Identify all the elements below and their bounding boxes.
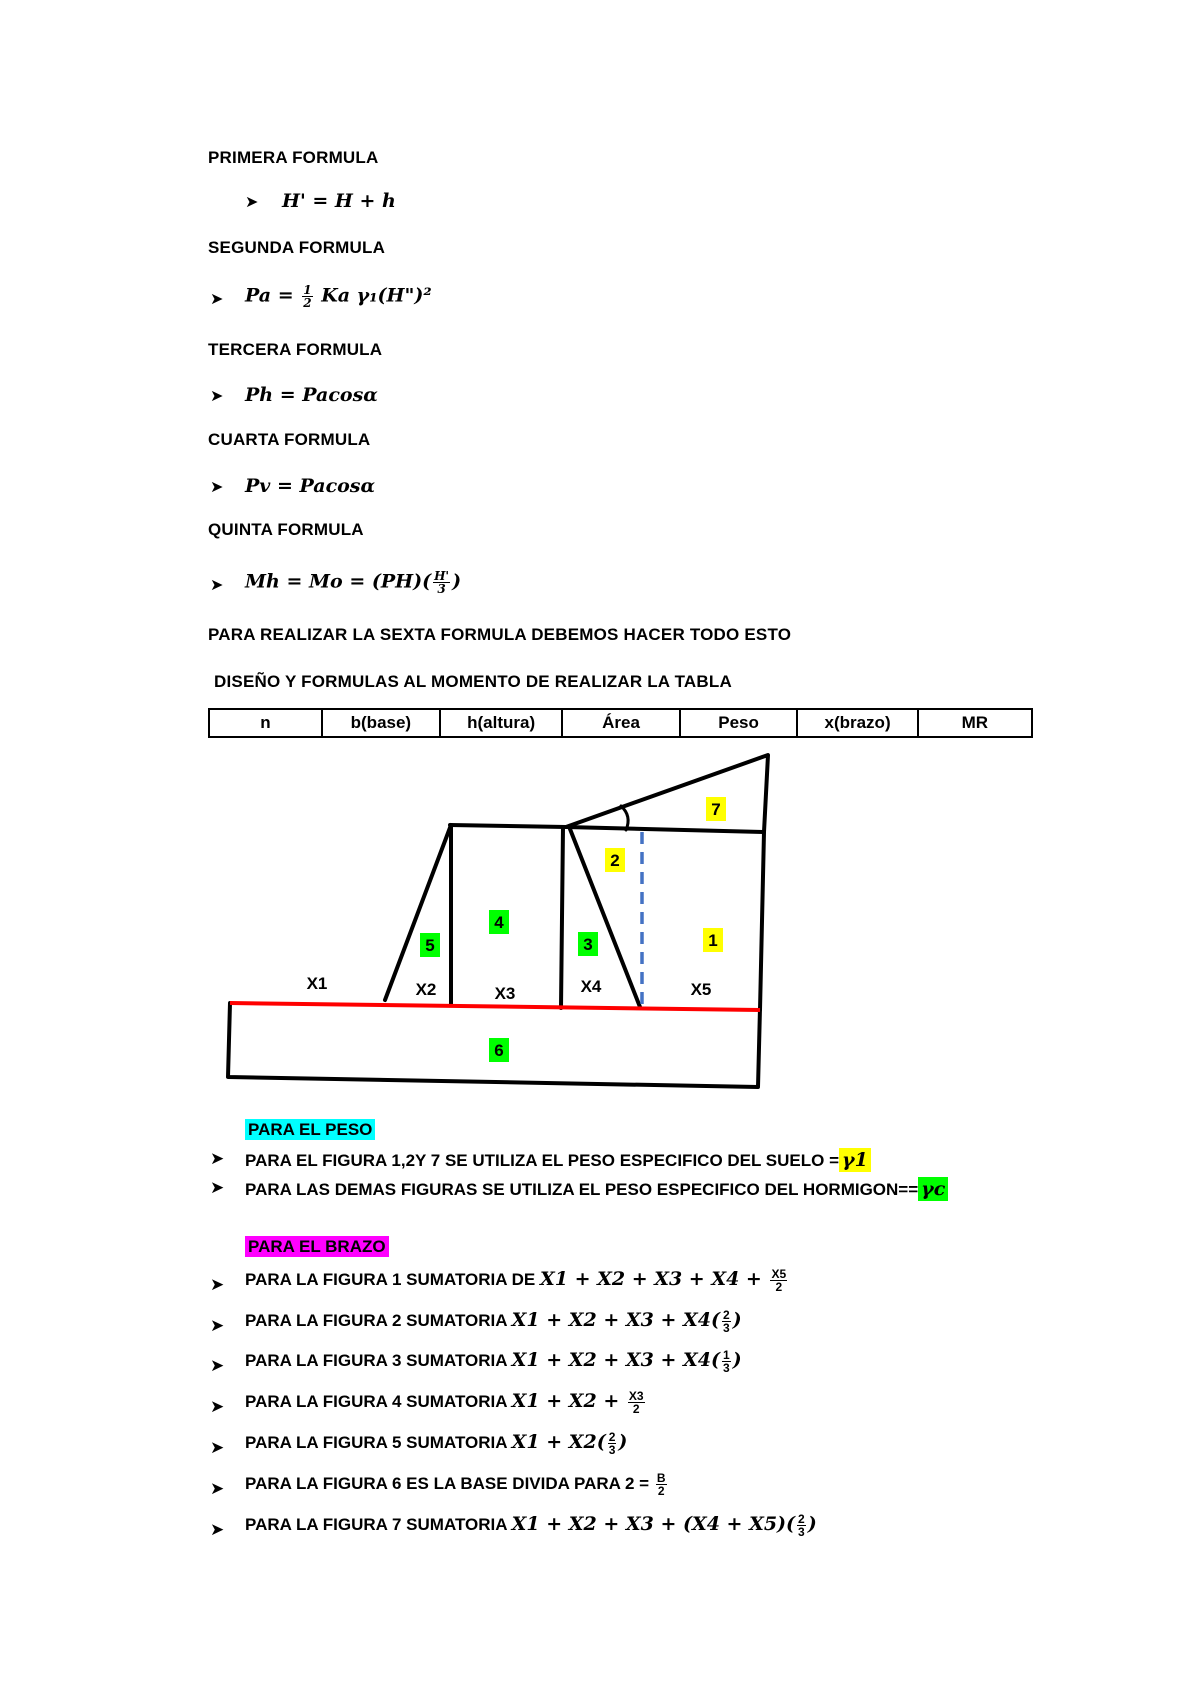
base-red-line: [230, 1003, 760, 1010]
formula-2: Pa = $\frac{1}{2}$ Ka γ₁(H")²: [245, 283, 432, 310]
bullet-arrow-icon: ➤: [210, 479, 224, 496]
brazo-title: PARA EL BRAZO: [245, 1237, 389, 1257]
bullet-arrow-icon: ➤: [210, 291, 224, 308]
soil-right-edge: [760, 832, 764, 1010]
x4-label: X4: [580, 977, 602, 996]
bullet-arrow-icon: ➤: [210, 1275, 225, 1294]
x5-label: X5: [690, 980, 712, 999]
table-header-altura: h(altura): [440, 709, 562, 737]
bullet-arrow-icon: ➤: [210, 388, 224, 405]
formula-3: Ph = Pacosα: [245, 384, 378, 406]
heading-diseno: DISEÑO Y FORMULAS AL MOMENTO DE REALIZAR LA TABLA: [214, 672, 732, 691]
brazo-item-7: PARA LA FIGURA 7 SUMATORIA X1 + X2 + X3 + (X4 + X5)( $\frac{2}{3}$ ): [245, 1512, 817, 1540]
stem-top: [450, 825, 566, 827]
heading-cuarta-formula: CUARTA FORMULA: [208, 430, 371, 449]
table-header-mr: MR: [918, 709, 1032, 737]
peso-line-2: PARA LAS DEMAS FIGURAS SE UTILIZA EL PESO ESPECIFICO DEL HORMIGON== γc: [245, 1178, 948, 1200]
brazo-item-6: PARA LA FIGURA 6 ES LA BASE DIVIDA PARA 2 = $\frac{B}{2}$: [245, 1471, 666, 1499]
figure-6-label: 6: [494, 1041, 504, 1060]
bullet-arrow-icon: ➤: [210, 1149, 225, 1168]
x3-label: X3: [494, 984, 516, 1003]
table-header-brazo: x(brazo): [797, 709, 917, 737]
x1-label: X1: [306, 974, 328, 993]
brazo-item-2: PARA LA FIGURA 2 SUMATORIA X1 + X2 + X3 + X4( $\frac{2}{3}$ ): [245, 1308, 742, 1336]
table-header-base: b(base): [322, 709, 440, 737]
soil-top: [566, 827, 764, 832]
heading-sexta: PARA REALIZAR LA SEXTA FORMULA DEBEMOS HACER TODO ESTO: [208, 625, 792, 644]
stem-vertical-right: [561, 827, 563, 1008]
figure-5-label: 5: [425, 936, 435, 955]
angle-arc: [621, 806, 628, 830]
heading-quinta-formula: QUINTA FORMULA: [208, 520, 364, 539]
bullet-arrow-icon: ➤: [210, 1479, 225, 1498]
heading-primera-formula: PRIMERA FORMULA: [208, 148, 379, 167]
bullet-arrow-icon: ➤: [210, 1316, 225, 1335]
figure-7-label: 7: [711, 800, 721, 819]
bullet-arrow-icon: ➤: [210, 1356, 225, 1375]
bullet-arrow-icon: ➤: [245, 194, 259, 211]
brazo-item-4: PARA LA FIGURA 4 SUMATORIA X1 + X2 + $\frac{X3}{2}$: [245, 1389, 644, 1417]
figure-1-label: 1: [708, 931, 718, 950]
bullet-arrow-icon: ➤: [210, 1178, 225, 1197]
figure-3-label: 3: [583, 935, 593, 954]
peso-line-1: PARA EL FIGURA 1,2Y 7 SE UTILIZA EL PESO ESPECIFICO DEL SUELO = γ1: [245, 1149, 871, 1171]
table-header-n: n: [209, 709, 322, 737]
stem-left-slope: [385, 825, 451, 1000]
brazo-item-1: PARA LA FIGURA 1 SUMATORIA DE X1 + X2 + X3 + X4 + $\frac{X5}{2}$: [245, 1267, 787, 1295]
brazo-item-5: PARA LA FIGURA 5 SUMATORIA X1 + X2( $\frac{2}{3}$ ): [245, 1430, 628, 1458]
bullet-arrow-icon: ➤: [210, 577, 224, 594]
formula-1: H' = H + h: [282, 190, 396, 212]
table-header-peso: Peso: [680, 709, 798, 737]
bullet-arrow-icon: ➤: [210, 1438, 225, 1457]
heading-tercera-formula: TERCERA FORMULA: [208, 340, 383, 359]
figure-2-label: 2: [610, 851, 620, 870]
bullet-arrow-icon: ➤: [210, 1397, 225, 1416]
formula-4: Pv = Pacosα: [245, 475, 376, 497]
peso-title: PARA EL PESO: [245, 1120, 375, 1140]
formula-5: Mh = Mo = (PH)( $\frac{H'}{3}$ ): [245, 569, 462, 596]
bullet-arrow-icon: ➤: [210, 1520, 225, 1539]
table-header-area: Área: [562, 709, 680, 737]
heading-segunda-formula: SEGUNDA FORMULA: [208, 238, 386, 257]
triangle-7: [566, 755, 768, 832]
x2-label: X2: [415, 980, 437, 999]
figure-4-label: 4: [494, 913, 504, 932]
brazo-item-3: PARA LA FIGURA 3 SUMATORIA X1 + X2 + X3 + X4( $\frac{1}{3}$ ): [245, 1348, 742, 1376]
